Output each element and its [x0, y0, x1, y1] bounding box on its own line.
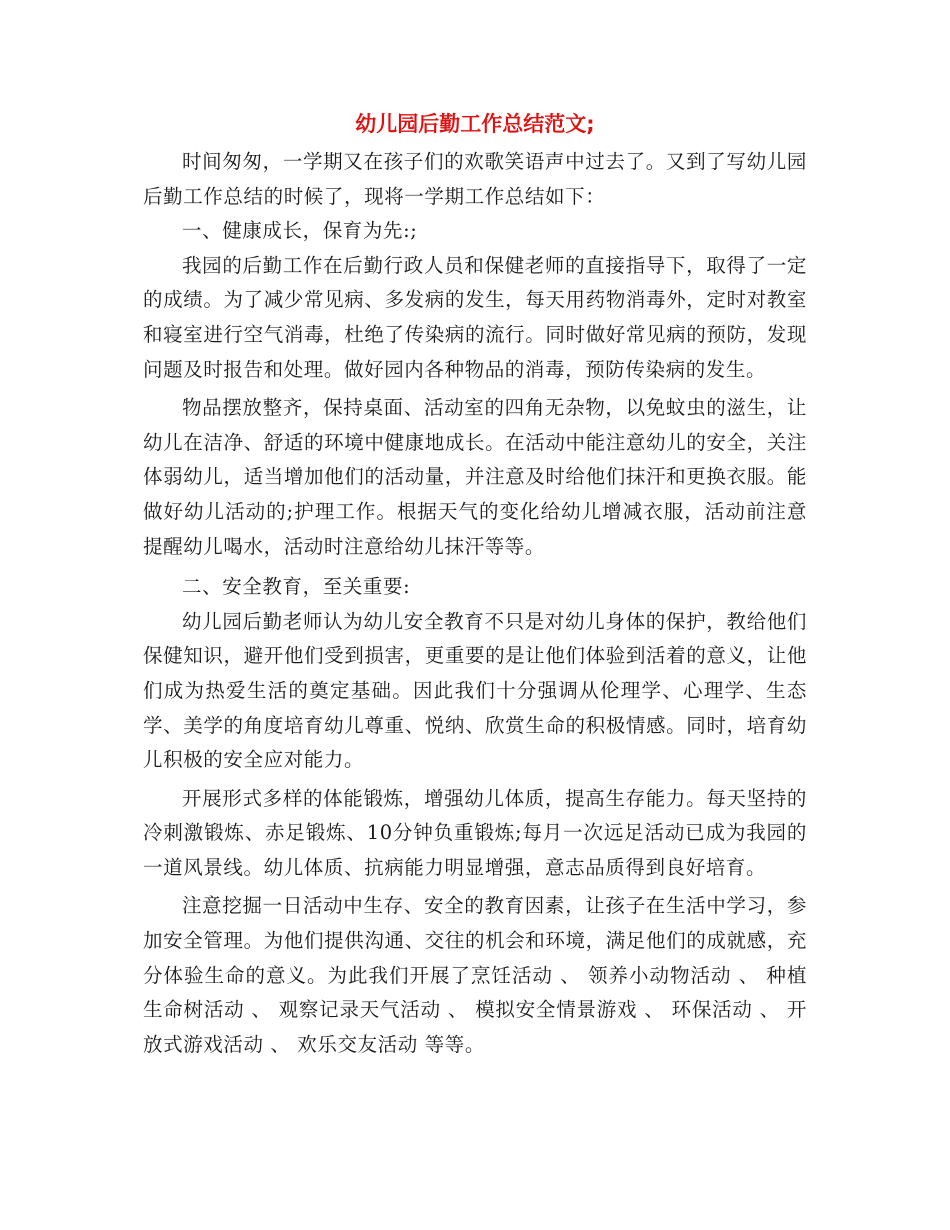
paragraph-daily-activities: 注意挖掘一日活动中生存、安全的教育因素，让孩子在生活中学习，参加安全管理。为他们提供沟通、交往的机会和环境，满足他们的成就感，充分体验生命的意义。为此我们开展了烹饪活动 、 领养小动物活动 、 种植生命树活动 、 观察记录天气活动 、 模拟安全情景游戏 、 环保活动 、 开放式游戏活动 、 欢乐交友活动 等等。 — [143, 894, 807, 1056]
paragraph-safety-education: 幼儿园后勤老师认为幼儿安全教育不只是对幼儿身体的保护，教给他们保健知识，避开他们受到损害，更重要的是让他们体验到活着的意义，让他们成为热爱生活的奠定基础。因此我们十分强调从伦理学、心理学、生态学、美学的角度培育幼儿尊重、悦纳、欣赏生命的积极情感。同时，培育幼儿积极的安全应对能力。 — [143, 609, 807, 772]
paragraph-environment: 物品摆放整齐，保持桌面、活动室的四角无杂物，以免蚊虫的滋生，让幼儿在洁净、舒适的环境中健康地成长。在活动中能注意幼儿的安全，关注体弱幼儿，适当增加他们的活动量，并注意及时给他们抹汗和更换衣服。能做好幼儿活动的;护理工作。根据天气的变化给幼儿增减衣服，活动前注意提醒幼儿喝水，活动时注意给幼儿抹汗等等。 — [143, 396, 807, 558]
document-body — [143, 108, 807, 1062]
section-heading-safety: 二、安全教育，至关重要: — [182, 575, 411, 599]
paragraph-intro: 时间匆匆，一学期又在孩子们的欢歌笑语声中过去了。又到了写幼儿园后勤工作总结的时候了，现将一学期工作总结如下： — [143, 150, 807, 208]
document-title: 幼儿园后勤工作总结范文; — [355, 112, 595, 136]
section-heading-health: 一、健康成长，保育为先:; — [182, 219, 418, 243]
paragraph-physical-exercise: 开展形式多样的体能锻炼，增强幼儿体质，提高生存能力。每天坚持的冷刺激锻炼、赤足锻炼、10分钟负重锻炼;每月一次远足活动已成为我园的一道风景线。幼儿体质、抗病能力明显增强，意志品质得到良好培育。 — [143, 786, 807, 879]
paragraph-disinfection: 我园的后勤工作在后勤行政人员和保健老师的直接指导下，取得了一定的成绩。为了减少常见病、多发病的发生，每天用药物消毒外，定时对教室和寝室进行空气消毒，杜绝了传染病的流行。同时做好常见病的预防，发现问题及时报告和处理。做好园内各种物品的消毒，预防传染病的发生。 — [143, 253, 807, 381]
